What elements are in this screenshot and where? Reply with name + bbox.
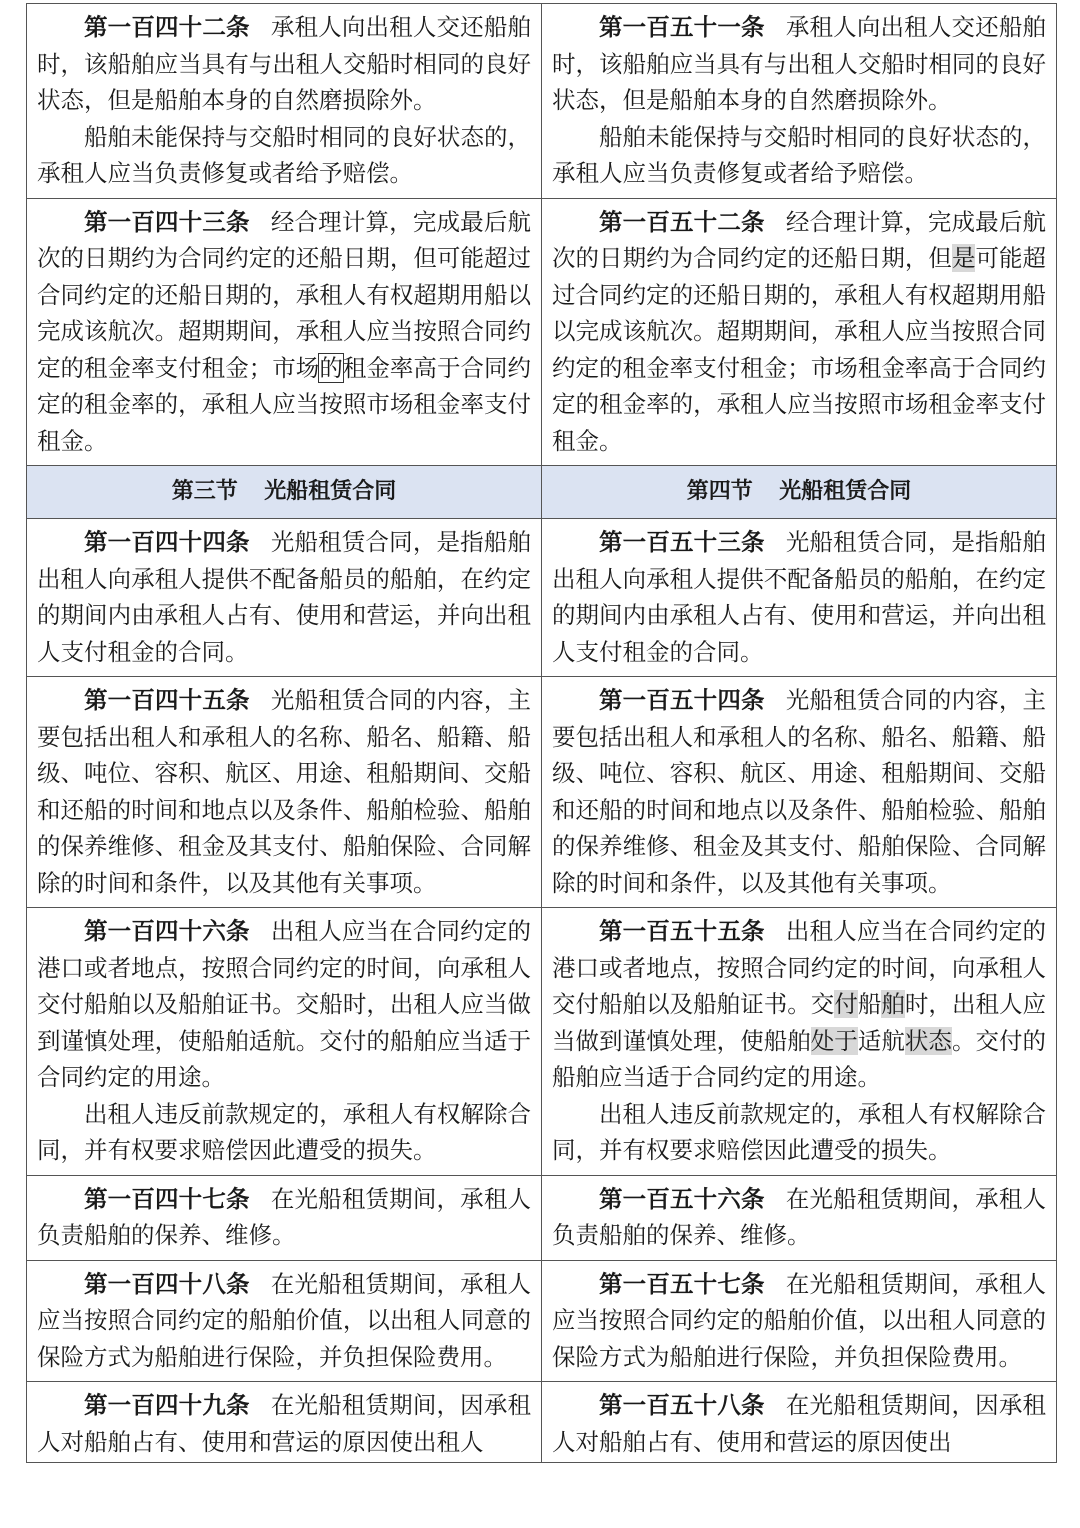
old-article-cell <box>27 4 542 199</box>
article-number: 第一百四十八条 <box>84 1269 250 1298</box>
new-article-cell <box>542 1175 1057 1260</box>
section-header-old: 第三节 光船租赁合同 <box>27 466 542 519</box>
article-number: 第一百五十八条 <box>599 1391 765 1419</box>
old-article-cell <box>27 1175 542 1260</box>
article-text: 。交付的船舶应当适于合同约定的用途。 <box>552 1026 1047 1091</box>
old-article-cell <box>27 908 542 1176</box>
article-text: 在光船租赁期间，承租人应当按照合同约定的船舶价值，以出租人同意的保险方式为船舶进行保险，并负担保险费用。 <box>37 1269 532 1371</box>
table-row <box>27 908 1057 1176</box>
old-article-cell <box>27 198 542 466</box>
article-number: 第一百四十三条 <box>84 207 250 236</box>
article-text: 出租人应当在合同约定的港口或者地点，按照合同约定的时间，向承租人交付船舶以及船舶证书。交 <box>552 917 1047 1018</box>
article-number: 第一百五十四条 <box>599 686 765 714</box>
table-row <box>27 4 1057 199</box>
article-text: 船舶未能保持与交船时相同的良好状态的，承租人应当负责修复或者给予赔偿。 <box>37 122 531 187</box>
article-text: 经合理计算，完成最后航次的日期约为合同约定的还船日期，但 <box>552 207 1047 272</box>
table-row <box>27 1382 1057 1463</box>
article-text: 在光船租赁期间，因承租人对船舶占有、使用和营运的原因使出租人 <box>37 1391 532 1456</box>
article-text: 光船租赁合同，是指船舶出租人向承租人提供不配备船员的船舶，在约定的期间内由承租人占有、使用和营运，并向出租人支付租金的合同。 <box>552 528 1047 666</box>
highlighted-text: 付 <box>834 990 858 1018</box>
article-text: 时，出租人应当做到谨慎处理，使船舶 <box>552 990 1047 1055</box>
article-number: 第一百五十二条 <box>599 207 765 236</box>
article-text: 在光船租赁期间，承租人负责船舶的保养、维修。 <box>552 1184 1047 1249</box>
article-text: 光船租赁合同的内容，主要包括出租人和承租人的名称、船名、船籍、船级、吨位、容积、航区、用途、租船期间、交船和还船的时间和地点以及条件、船舶检验、船舶的保养维修、租金及其支付、船舶保险、合同解除的时间和条件，以及其他有关事项。 <box>552 686 1047 897</box>
old-article-cell <box>27 1260 542 1382</box>
boxed-character: 的 <box>319 353 343 382</box>
new-article-cell <box>542 1260 1057 1382</box>
article-number: 第一百四十七条 <box>84 1184 250 1213</box>
old-article-cell <box>27 1382 542 1463</box>
article-text: 在光船租赁期间，承租人负责船舶的保养、维修。 <box>37 1184 532 1249</box>
article-text: 租金率高于合同约定的租金率的，承租人应当按照市场租金率支付租金。 <box>37 353 532 455</box>
highlighted-text: 是 <box>951 244 976 272</box>
article-text: 光船租赁合同的内容，主要包括出租人和承租人的名称、船名、船籍、船级、吨位、容积、航区、用途、租船期间、交船和还船的时间和地点以及条件、船舶检验、船舶的保养维修、租金及其支付、船舶保险、合同解除的时间和条件，以及其他有关事项。 <box>37 686 532 897</box>
article-text: 经合理计算，完成最后航次的日期约为合同约定的还船日期，但可能超过合同约定的还船日期的，承租人有权超期用船以完成该航次。超期期间，承租人应当按照合同约定的租金率支付租金；市场 <box>37 207 532 382</box>
new-article-cell <box>542 519 1057 677</box>
article-number: 第一百五十五条 <box>599 917 765 945</box>
old-article-cell <box>27 677 542 908</box>
table-row <box>27 1175 1057 1260</box>
table-row <box>27 1260 1057 1382</box>
article-text: 承租人向出租人交还船舶时，该船舶应当具有与出租人交船时相同的良好状态，但是船舶本身的自然磨损除外。 <box>552 13 1047 114</box>
article-number: 第一百四十九条 <box>84 1391 250 1419</box>
article-number: 第一百四十四条 <box>84 528 250 556</box>
table-row <box>27 198 1057 466</box>
new-article-cell <box>542 4 1057 199</box>
new-article-cell <box>542 1382 1057 1463</box>
article-text: 光船租赁合同，是指船舶出租人向承租人提供不配备船员的船舶，在约定的期间内由承租人占有、使用和营运，并向出租人支付租金的合同。 <box>37 528 532 666</box>
article-text: 在光船租赁期间，承租人应当按照合同约定的船舶价值，以出租人同意的保险方式为船舶进行保险，并负担保险费用。 <box>552 1269 1047 1371</box>
new-article-cell <box>542 908 1057 1176</box>
highlighted-text: 处于 <box>810 1026 858 1055</box>
table-row <box>27 519 1057 677</box>
article-text: 适航 <box>857 1026 905 1055</box>
section-header-new: 第四节 光船租赁合同 <box>542 466 1057 519</box>
article-number: 第一百五十七条 <box>599 1269 765 1298</box>
law-comparison-table <box>26 3 1057 1463</box>
article-number: 第一百四十二条 <box>84 13 250 41</box>
article-text: 可能超过合同约定的还船日期的，承租人有权超期用船以完成该航次。超期期间，承租人应当按照合同约定的租金率支付租金；市场租金率高于合同约定的租金率的，承租人应当按照市场租金率支付租金。 <box>552 244 1047 455</box>
new-article-cell <box>542 677 1057 908</box>
article-number: 第一百五十三条 <box>599 528 765 556</box>
article-number: 第一百五十六条 <box>599 1184 765 1213</box>
article-text: 出租人应当在合同约定的港口或者地点，按照合同约定的时间，向承租人交付船舶以及船舶证书。交船时，出租人应当做到谨慎处理，使船舶适航。交付的船舶应当适于合同约定的用途。 <box>37 917 532 1091</box>
article-text: 船 <box>857 990 882 1018</box>
article-text: 船舶未能保持与交船时相同的良好状态的，承租人应当负责修复或者给予赔偿。 <box>552 122 1046 187</box>
new-article-cell <box>542 198 1057 466</box>
highlighted-text: 舶 <box>881 990 905 1018</box>
article-number: 第一百五十一条 <box>599 13 765 41</box>
article-number: 第一百四十六条 <box>84 917 250 945</box>
old-article-cell <box>27 519 542 677</box>
article-text: 承租人向出租人交还船舶时，该船舶应当具有与出租人交船时相同的良好状态，但是船舶本身的自然磨损除外。 <box>37 13 532 114</box>
article-text: 出租人违反前款规定的，承租人有权解除合同，并有权要求赔偿因此遭受的损失。 <box>552 1099 1046 1164</box>
article-number: 第一百四十五条 <box>84 686 250 714</box>
article-text: 在光船租赁期间，因承租人对船舶占有、使用和营运的原因使出 <box>552 1391 1047 1456</box>
section-header-row <box>27 466 1057 519</box>
table-row <box>27 677 1057 908</box>
article-text: 出租人违反前款规定的，承租人有权解除合同，并有权要求赔偿因此遭受的损失。 <box>37 1099 531 1164</box>
highlighted-text: 状态 <box>904 1026 952 1055</box>
